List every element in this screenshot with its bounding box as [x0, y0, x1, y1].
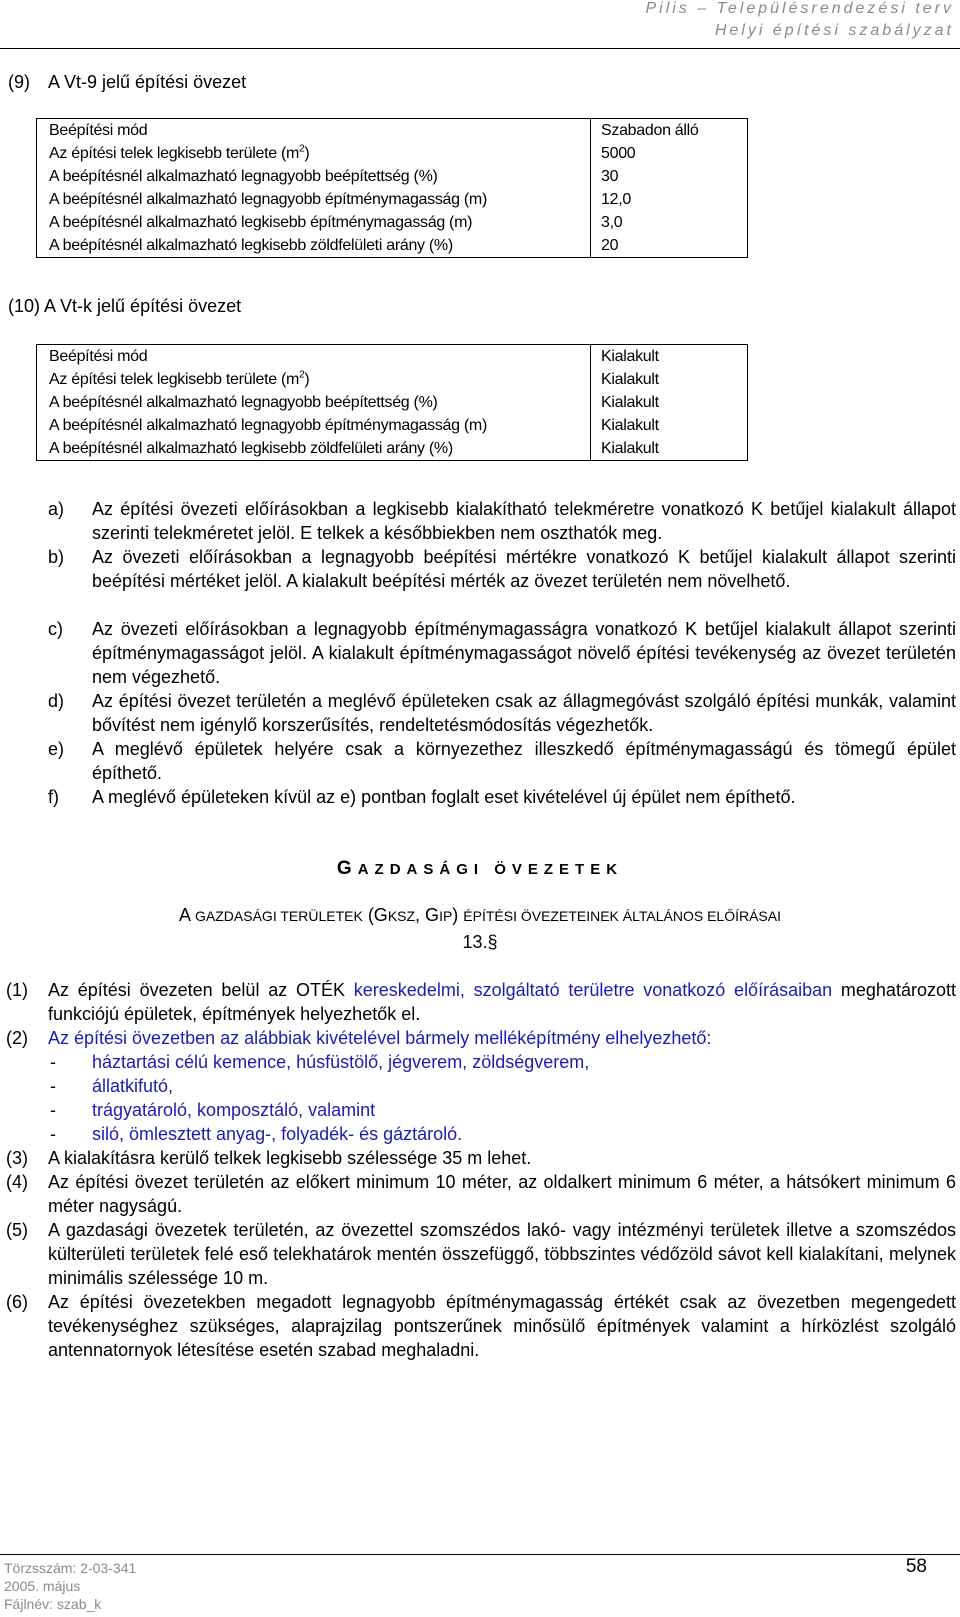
rule-label: (2) — [6, 1028, 28, 1048]
rule-6 — [6, 1290, 956, 1362]
heading-rest: AZDASÁGI ÖVEZETEK — [357, 861, 624, 878]
rule-4 — [6, 1170, 956, 1218]
rule-2-item — [0, 1098, 950, 1122]
row-label-text: Az építési telek legkisebb területe (m — [49, 145, 300, 162]
note-label: c) — [48, 619, 63, 639]
rule-text-highlight: kereskedelmi, szolgáltató területre vonatkozó előírásaiban — [353, 980, 833, 1000]
note-text: Az övezeti előírásokban a legnagyobb beépítési mértékre vonatkozó K betűjel kialakult állapot szerinti beépítési mértéket jelöl. A kialakult beépítési mérték az övezet területén nem növelhető. — [92, 547, 956, 591]
rule-label: (3) — [6, 1148, 28, 1168]
rule-2-item-text: siló, ömlesztett anyag-, folyadék- és gáztároló. — [92, 1124, 463, 1144]
rule-text-part: meghatározott funkciójú épületek, építmények helyezhetők el. — [48, 980, 956, 1024]
superscript: 2 — [299, 369, 305, 381]
subheading-part: IP — [439, 908, 453, 924]
row-value: Kialakult — [591, 437, 748, 461]
row-value: 30 — [591, 165, 748, 188]
row-label: A beépítésnél alkalmazható legnagyobb beépítettség (%) — [37, 391, 591, 414]
note-f — [48, 785, 956, 809]
page-number: 58 — [905, 1556, 927, 1577]
row-value: Kialakult — [591, 391, 748, 414]
rule-text: Az építési övezetekben megadott legnagyobb építménymagasság értékét csak az övezetben megengedett tevékenységhez szükséges, alaprajzilag pontszerűnek minősülő építmények valamint a hírközlést szolgáló antennatornyok létesítése esetén szabad meghaladni. — [48, 1292, 956, 1360]
rule-text — [48, 978, 956, 1026]
table-row — [37, 119, 748, 143]
table-row — [37, 188, 748, 211]
row-label: A beépítésnél alkalmazható legkisebb zöldfelületi arány (%) — [37, 437, 591, 461]
rule-2 — [6, 1026, 956, 1050]
table-row — [37, 414, 748, 437]
row-label — [37, 368, 591, 391]
subheading-part: ) — [452, 905, 464, 925]
rule-2-item — [0, 1074, 950, 1098]
rule-2-item — [0, 1122, 950, 1146]
rule-2-item-text: trágyatároló, komposztáló, valamint — [92, 1100, 376, 1120]
section-10-title: (10) A Vt-k jelű építési övezet — [8, 296, 242, 316]
rule-5 — [6, 1218, 956, 1290]
note-label: b) — [48, 547, 65, 567]
note-a — [48, 497, 956, 545]
row-label: A beépítésnél alkalmazható legkisebb építménymagasság (m) — [37, 211, 591, 234]
note-text: Az építési övezet területén a meglévő épületeken csak az állagmegóvást szolgáló építési munkák, valamint bővítést nem igénylő korszerűsítés, rendeltetésmódosítás végezhetők. — [92, 691, 956, 735]
subheading-part: ÉPÍTÉSI ÖVEZETEINEK ÁLTALÁNOS ELŐÍRÁSAI — [463, 908, 781, 924]
table-row — [37, 142, 748, 165]
note-text: Az övezeti előírásokban a legnagyobb építménymagasságra vonatkozó K betűjel kialakult állapot szerinti építménymagasságot jelöl. A kialakult építménymagasságot növelő építési tevékenység az övezet területén nem végezhető. — [92, 619, 956, 687]
table-row — [37, 211, 748, 234]
superscript: 2 — [299, 143, 305, 155]
section-subheading — [0, 905, 960, 926]
header-subtitle: Helyi építési szabályzat — [714, 22, 954, 39]
note-text: A meglévő épületek helyére csak a környezethez illeszkedő építménymagasságú és tömegű épület építhető. — [92, 739, 956, 783]
table-row — [37, 437, 748, 461]
dash: - — [50, 1124, 56, 1144]
table-row — [37, 165, 748, 188]
subheading-part: A — [179, 905, 196, 925]
table-row — [37, 345, 748, 369]
note-text: A meglévő épületeken kívül az e) pontban foglalt eset kivételével új épület nem építhető. — [92, 787, 796, 807]
dash: - — [50, 1052, 56, 1072]
rule-text: Az építési övezet területén az előkert minimum 10 méter, az oldalkert minimum 6 méter, a hátsókert minimum 6 méter nagyságú. — [48, 1172, 956, 1216]
rule-text: A kialakításra kerülő telkek legkisebb szélessége 35 m lehet. — [48, 1148, 532, 1168]
footer-torzsszam: Törzsszám: 2-03-341 — [4, 1560, 137, 1576]
rule-text-part: Az építési övezeten belül az OTÉK — [48, 980, 354, 1000]
dash: - — [50, 1100, 56, 1120]
section-heading — [0, 858, 960, 880]
dash: - — [50, 1076, 56, 1096]
subheading-part: (G — [362, 905, 388, 925]
rule-label: (6) — [6, 1292, 28, 1312]
note-d — [48, 689, 956, 737]
table-row — [37, 368, 748, 391]
row-label: Beépítési mód — [37, 119, 591, 143]
row-label-text: Az építési telek legkisebb területe (m — [49, 371, 300, 388]
footer-filename: Fájlnév: szab_k — [4, 1596, 102, 1612]
row-value: Szabadon álló — [591, 119, 748, 143]
row-value: 12,0 — [591, 188, 748, 211]
rule-2-item-text: háztartási célú kemence, húsfüstölő, jégverem, zöldségverem, — [92, 1052, 590, 1072]
note-c — [48, 617, 956, 689]
header-rule — [0, 48, 960, 49]
row-value: Kialakult — [591, 368, 748, 391]
section-10-table — [36, 344, 748, 461]
subheading-part: GAZDASÁGI TERÜLETEK — [195, 908, 363, 924]
rule-label: (4) — [6, 1172, 28, 1192]
footer-date: 2005. május — [4, 1578, 81, 1594]
rule-2-item — [0, 1050, 950, 1074]
rule-label: (5) — [6, 1220, 28, 1240]
rule-2-item-text: állatkifutó, — [92, 1076, 174, 1096]
row-label-tail: ) — [304, 145, 310, 162]
row-label: A beépítésnél alkalmazható legnagyobb beépítettség (%) — [37, 165, 591, 188]
row-value: Kialakult — [591, 414, 748, 437]
note-text: Az építési övezeti előírásokban a legkisebb kialakítható telekméretre vonatkozó K betűjel kialakult állapot szerinti telekméretet jelöl. E telkek a későbbiekben nem oszthatók meg. — [92, 499, 956, 543]
paragraph-number: 13.§ — [462, 932, 498, 952]
footer-rule — [0, 1554, 960, 1555]
rule-text: A gazdasági övezetek területén, az övezettel szomszédos lakó- vagy intézményi területek illetve a szomszédos külterületi területek felé eső telekhatárok mentén összefüggő, többszintes védőzöld sávot kell kialakítani, melynek minimális szélessége 10 m. — [48, 1220, 956, 1288]
rule-label: (1) — [6, 980, 28, 1000]
subheading-part: KSZ — [387, 908, 416, 924]
rule-3 — [6, 1146, 956, 1170]
row-label: A beépítésnél alkalmazható legkisebb zöldfelületi arány (%) — [37, 234, 591, 258]
note-label: f) — [48, 787, 59, 807]
row-label — [37, 142, 591, 165]
row-label: A beépítésnél alkalmazható legnagyobb építménymagasság (m) — [37, 414, 591, 437]
note-label: a) — [48, 499, 65, 519]
row-label: A beépítésnél alkalmazható legnagyobb építménymagasság (m) — [37, 188, 591, 211]
note-label: d) — [48, 691, 65, 711]
rule-text: Az építési övezetben az alábbiak kivételével bármely melléképítmény elhelyezhető: — [48, 1028, 712, 1048]
row-value: Kialakult — [591, 345, 748, 369]
row-value: 5000 — [591, 142, 748, 165]
header-title: Pilis – Településrendezési terv — [645, 0, 954, 17]
section-9-title: (9) A Vt-9 jelű építési övezet — [8, 72, 247, 92]
note-b — [48, 545, 956, 617]
row-value: 3,0 — [591, 211, 748, 234]
row-label-tail: ) — [304, 371, 310, 388]
row-value: 20 — [591, 234, 748, 258]
table-row — [37, 234, 748, 258]
subheading-part: , G — [415, 905, 440, 925]
note-label: e) — [48, 739, 65, 759]
note-e — [48, 737, 956, 785]
row-label: Beépítési mód — [37, 345, 591, 369]
table-row — [37, 391, 748, 414]
heading-initial: G — [336, 858, 358, 879]
section-9-table — [36, 118, 748, 258]
rule-1 — [6, 978, 956, 1026]
